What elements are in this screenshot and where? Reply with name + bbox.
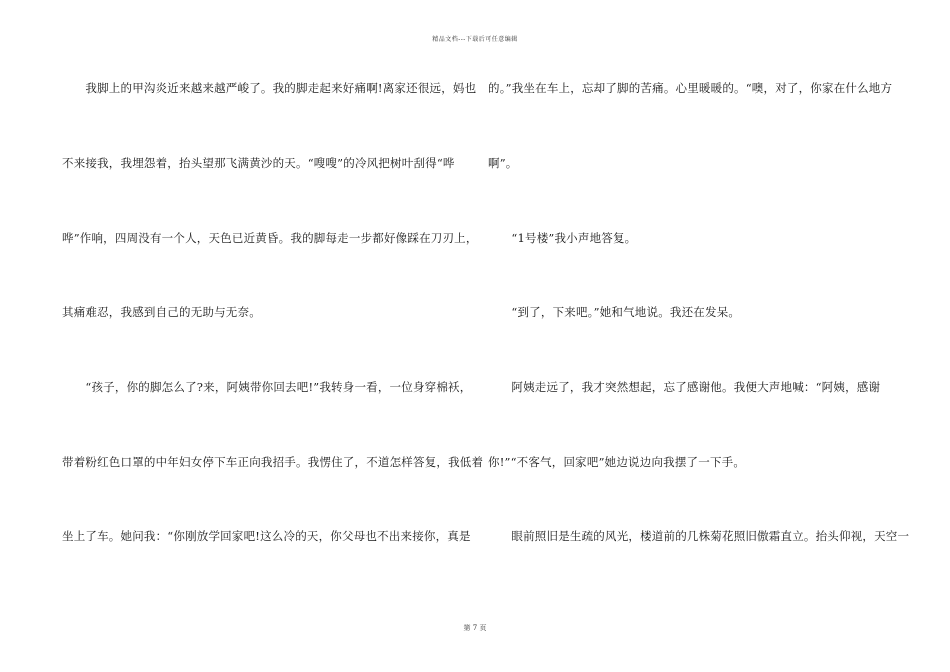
paragraph-line: 眼前照旧是生疏的风光，楼道前的几株菊花照旧傲霜直立。抬头仰视，天空一 [488,529,910,543]
paragraph-line: 哗”作响，四周没有一个人，天色已近黄昏。我的脚每走一步都好像踩在刀刃上， [62,231,478,245]
paragraph-line: “孩子，你的脚怎么了?来，阿姨带你回去吧!”我转身一看，一位身穿棉袄， [62,380,472,394]
page-number: 第 7 页 [463,624,487,632]
paragraph-line: 啊”。 [488,156,518,170]
paragraph-line: “1号楼”我小声地答复。 [488,231,637,245]
paragraph-line: 的。”我坐在车上，忘却了脚的苦痛。心里暖暖的。“噢，对了，你家在什么地方 [488,81,893,95]
paragraph-line: 阿姨走远了，我才突然想起，忘了感谢他。我便大声地喊：“阿姨，感谢 [488,380,881,394]
paragraph-line: 带着粉红色口罩的中年妇女停下车正向我招手。我愣住了，不道怎样答复，我低着 [62,455,484,469]
paragraph-line: 我脚上的甲沟炎近来越来越严峻了。我的脚走起来好痛啊!离家还很远，妈也 [62,81,477,95]
paragraph-line: 你!”“不客气，回家吧”她边说边向我摆了一下手。 [488,455,746,469]
page-header: 精品文档---下载后可任意编辑 [432,36,518,43]
paragraph-line: 其痛难忍，我感到自己的无助与无奈。 [62,305,261,319]
paragraph-line: 坐上了车。她问我：“你刚放学回家吧!这么冷的天，你父母也不出来接你，真是 [62,529,471,543]
paragraph-line: “到了，下来吧。”她和气地说。我还在发呆。 [488,305,741,319]
paragraph-line: 不来接我，我埋怨着，抬头望那飞满黄沙的天。“嗖嗖”的冷风把树叶刮得“哗 [62,156,455,170]
